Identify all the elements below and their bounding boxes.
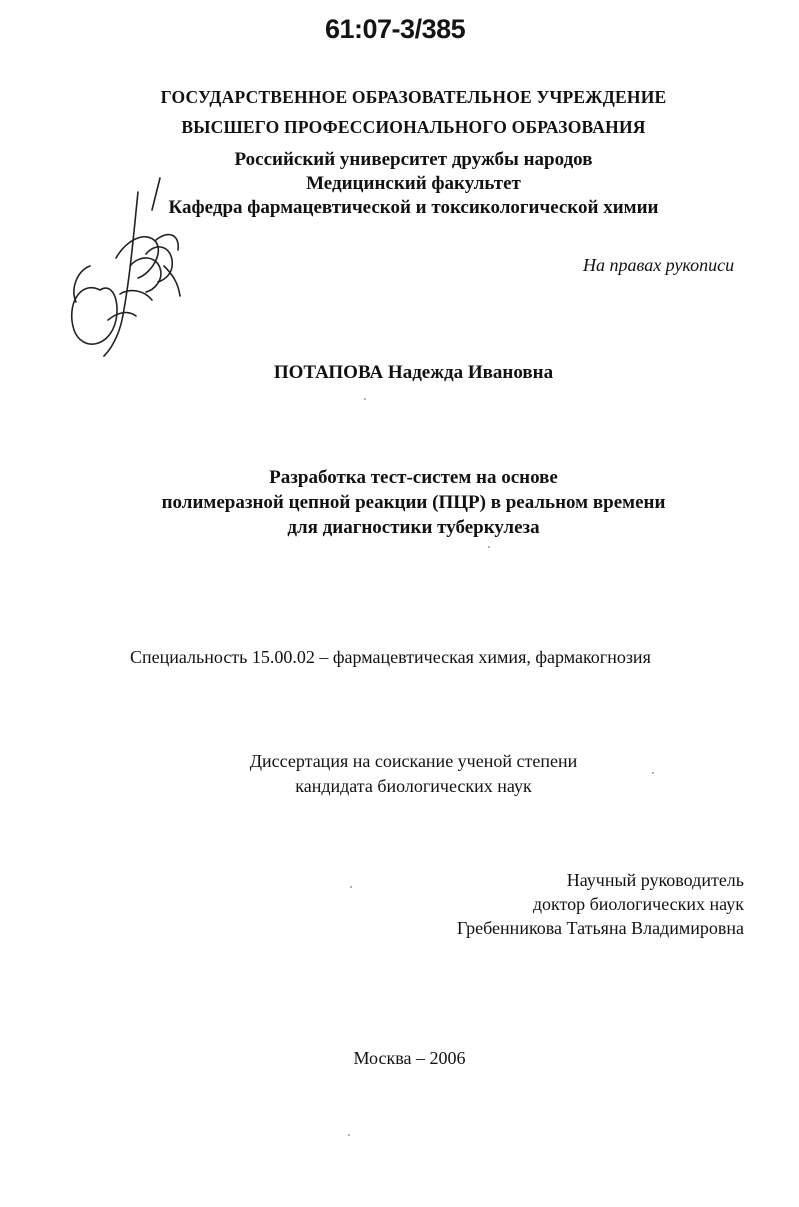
institution-line-1: ГОСУДАРСТВЕННОЕ ОБРАЗОВАТЕЛЬНОЕ УЧРЕЖДЕНИЕ (160, 87, 667, 107)
signature-icon (60, 170, 190, 360)
author-name: ПОТАПОВА Надежда Ивановна (273, 362, 554, 383)
degree-line-1: Диссертация на соискание ученой степени (249, 751, 578, 771)
degree-line-2: кандидата биологических наук (295, 776, 532, 796)
scan-speck (364, 398, 366, 400)
faculty-name: Медицинский факультет (306, 173, 521, 194)
department-name: Кафедра фармацевтической и токсикологической химии (168, 197, 659, 218)
manuscript-rights-note: На правах рукописи (583, 255, 735, 275)
scan-speck (652, 772, 654, 774)
institution-line-2: ВЫСШЕГО ПРОФЕССИОНАЛЬНОГО ОБРАЗОВАНИЯ (181, 117, 646, 137)
archive-code: 61:07-3/385 (325, 14, 466, 44)
place-and-year: Москва – 2006 (353, 1048, 466, 1068)
dissertation-title-line-3: для диагностики туберкулеза (287, 517, 540, 538)
advisor-name: Гребенникова Татьяна Владимировна (456, 918, 744, 938)
specialty-line: Специальность 15.00.02 – фармацевтическая химия, фармакогнозия (130, 647, 651, 667)
dissertation-title-line-1: Разработка тест-систем на основе (269, 467, 558, 488)
scan-speck (350, 886, 352, 888)
dissertation-title-line-2: полимеразной цепной реакции (ПЦР) в реальном времени (161, 492, 666, 513)
advisor-degree: доктор биологических наук (532, 894, 744, 914)
scan-speck (348, 1134, 350, 1136)
university-name: Российский университет дружбы народов (234, 149, 593, 170)
scan-speck (488, 546, 490, 548)
advisor-role: Научный руководитель (566, 870, 744, 890)
